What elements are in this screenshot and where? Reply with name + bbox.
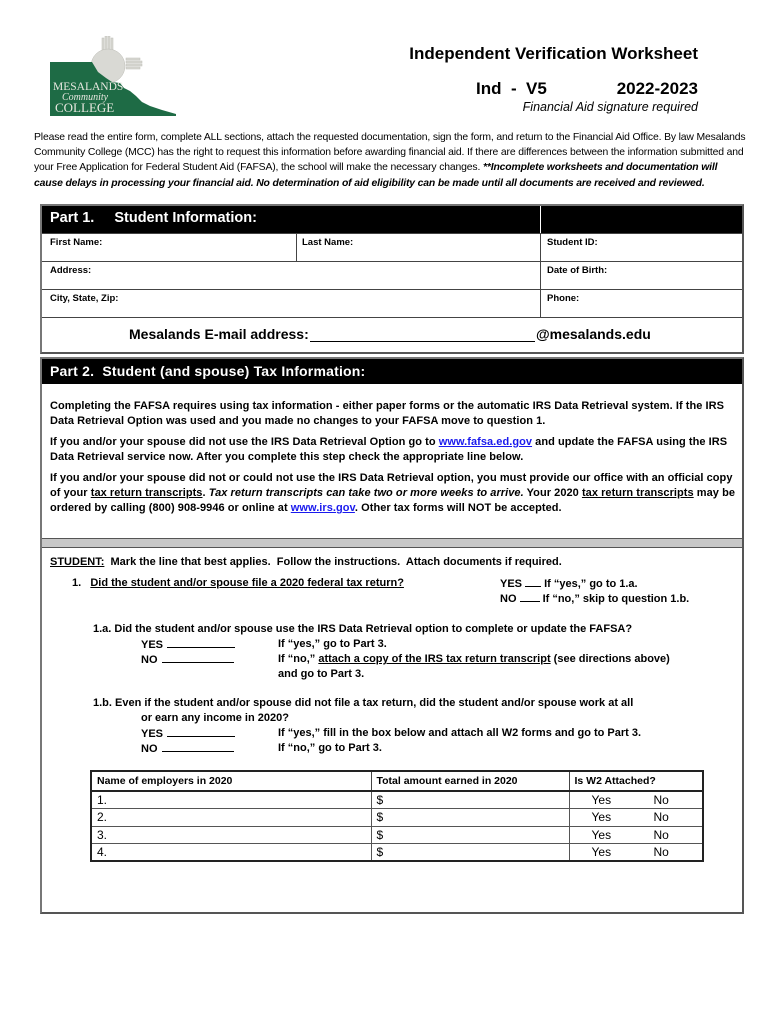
part1-student-info bbox=[40, 204, 744, 354]
email-label: Mesalands E-mail address: bbox=[129, 326, 309, 342]
para-transcripts: If you and/or your spouse did not or could not use the IRS Data Retrieval option, you must provide our office with an official copy of your tax return transcripts. Tax return transcripts can take two or more weeks to arrive. Your 2020 tax return transcripts may be ordered by calling (800) 908-9946 or online at www.irs.gov. Other tax forms will NOT be accepted. bbox=[50, 472, 736, 514]
form-title: Independent Verification Worksheet bbox=[409, 44, 698, 63]
divider bbox=[540, 233, 541, 317]
section-divider-bar bbox=[42, 538, 742, 548]
table-header-row bbox=[91, 771, 703, 791]
table-row bbox=[91, 826, 703, 844]
q1a-yes-blank[interactable] bbox=[167, 637, 235, 648]
city-state-zip-field[interactable]: City, State, Zip: bbox=[50, 293, 119, 304]
part1-label: Part 1. bbox=[50, 210, 95, 226]
q1b-yes-blank[interactable] bbox=[167, 726, 235, 737]
w2-cell bbox=[569, 791, 703, 809]
question-1: 1. Did the student and/or spouse file a 2020 federal tax return? bbox=[72, 577, 404, 589]
svg-text:MESALANDS: MESALANDS bbox=[53, 81, 124, 93]
divider bbox=[296, 233, 297, 261]
last-name-field[interactable]: Last Name: bbox=[302, 237, 354, 248]
q1-yes-blank[interactable] bbox=[525, 577, 541, 587]
part2-title: Part 2. Student (and spouse) Tax Information: bbox=[50, 363, 366, 379]
signature-note: Financial Aid signature required bbox=[522, 100, 698, 114]
amount-cell[interactable]: $ bbox=[371, 826, 569, 844]
question-1a-text: 1.a. Did the student and/or spouse use the IRS Data Retrieval option to complete or update the FAFSA? bbox=[93, 623, 633, 635]
col-amount: Total amount earned in 2020 bbox=[371, 771, 569, 791]
question-1-text: Did the student and/or spouse file a 2020 federal tax return? bbox=[90, 577, 404, 589]
w2-yes-option[interactable]: Yes bbox=[591, 810, 612, 824]
divider bbox=[42, 289, 742, 290]
para-drt: If you and/or your spouse did not use the IRS Data Retrieval Option go to www.fafsa.ed.gov and update the FAFSA using the IRS Data Retrieval service now. After you complete this step check the appropriate line below. bbox=[50, 436, 728, 463]
table-row bbox=[91, 844, 703, 862]
part2-header bbox=[42, 359, 742, 384]
employer-name-cell[interactable]: 2. bbox=[91, 809, 371, 827]
part2-instructions bbox=[50, 399, 738, 522]
amount-cell[interactable]: $ bbox=[371, 809, 569, 827]
w2-yes-option[interactable]: Yes bbox=[591, 845, 612, 859]
w2-cell bbox=[569, 844, 703, 862]
para-fafsa: Completing the FAFSA requires using tax information - either paper forms or the automatic IRS Data Retrieval system. If the IRS Data Retrieval Option was used and you made no changes to your FAFSA move to question 1. bbox=[50, 400, 725, 427]
q1-no-blank[interactable] bbox=[520, 592, 540, 602]
irs-link[interactable]: www.irs.gov bbox=[290, 502, 355, 514]
form-code: Ind - V5 bbox=[476, 79, 547, 98]
address-field[interactable]: Address: bbox=[50, 265, 92, 276]
intro-instructions bbox=[34, 130, 746, 191]
divider bbox=[42, 233, 742, 234]
part2-tax-info bbox=[40, 357, 744, 914]
intro-text: Please read the entire form, complete ALL sections, attach the requested documentation, sign the form, and return to the Financial Aid Office. By law Mesalands Community College (MCC) has the right to request this information before awarding financial aid. If there are differences between the information submitted and your Free Application for Federal Student Aid (FAFSA), the school will make the necessary changes. bbox=[34, 132, 746, 174]
phone-field[interactable]: Phone: bbox=[547, 293, 580, 304]
employers-table bbox=[90, 770, 704, 862]
col-employer-name: Name of employers in 2020 bbox=[91, 771, 371, 791]
employer-name-cell[interactable]: 4. bbox=[91, 844, 371, 862]
w2-cell bbox=[569, 826, 703, 844]
email-domain: @mesalands.edu bbox=[536, 326, 651, 342]
svg-text:COLLEGE: COLLEGE bbox=[55, 100, 115, 115]
question-1a: 1.a. Did the student and/or spouse use the IRS Data Retrieval option to complete or update the FAFSA? YES If “yes,” go to Part 3. NO If “no,” attach a copy of the IRS tax return transcript (see directions above) and go to Part 3. bbox=[93, 623, 670, 680]
amount-cell[interactable]: $ bbox=[371, 791, 569, 809]
w2-no-option[interactable]: No bbox=[653, 827, 669, 842]
divider bbox=[42, 261, 742, 262]
question-1-answers: YES If “yes,” go to 1.a. NO If “no,” skip to question 1.b. bbox=[500, 578, 690, 605]
col-w2-attached: Is W2 Attached? bbox=[569, 771, 703, 791]
w2-no-option[interactable]: No bbox=[653, 810, 669, 824]
amount-cell[interactable]: $ bbox=[371, 844, 569, 862]
email-row bbox=[42, 318, 742, 352]
student-id-field[interactable]: Student ID: bbox=[547, 237, 598, 248]
svg-text:Community: Community bbox=[62, 92, 109, 103]
q1a-no-blank[interactable] bbox=[162, 652, 234, 663]
student-label: STUDENT: bbox=[50, 556, 105, 568]
table-row bbox=[91, 791, 703, 809]
fafsa-link[interactable]: www.fafsa.ed.gov bbox=[438, 436, 533, 448]
employer-name-cell[interactable]: 1. bbox=[91, 791, 371, 809]
w2-no-option[interactable]: No bbox=[653, 845, 669, 859]
part1-header bbox=[42, 206, 742, 233]
student-instructions: STUDENT: Mark the line that best applies. Follow the instructions. Attach documents if required. bbox=[50, 556, 562, 568]
employer-name-cell[interactable]: 3. bbox=[91, 826, 371, 844]
question-1b-text: 1.b. Even if the student and/or spouse did not file a tax return, did the student and/or spouse work at all bbox=[93, 697, 634, 709]
intro-warning: **Incomplete worksheets and documentation will cause delays in processing your financial aid. No determination of aid eligibility can be made until all documents are received and reviewed. bbox=[34, 162, 718, 189]
award-year: 2022-2023 bbox=[616, 79, 698, 98]
table-row bbox=[91, 809, 703, 827]
part1-title: Student Information: bbox=[114, 210, 257, 226]
q1b-no-blank[interactable] bbox=[162, 741, 234, 752]
w2-cell bbox=[569, 809, 703, 827]
w2-no-option[interactable]: No bbox=[653, 793, 669, 807]
w2-yes-option[interactable]: Yes bbox=[591, 793, 612, 807]
email-field[interactable] bbox=[310, 326, 535, 342]
question-1b: 1.b. Even if the student and/or spouse did not file a tax return, did the student and/or spouse work at all or earn any income in 2020? YES If “yes,” fill in the box below and attach all W2 forms and go to Part 3. NO If “no,” go to Part 3. bbox=[93, 697, 642, 755]
first-name-field[interactable]: First Name: bbox=[50, 237, 103, 248]
w2-yes-option[interactable]: Yes bbox=[591, 827, 612, 842]
college-logo bbox=[50, 36, 180, 118]
mesalands-logo-icon bbox=[50, 36, 180, 118]
dob-field[interactable]: Date of Birth: bbox=[547, 265, 608, 276]
